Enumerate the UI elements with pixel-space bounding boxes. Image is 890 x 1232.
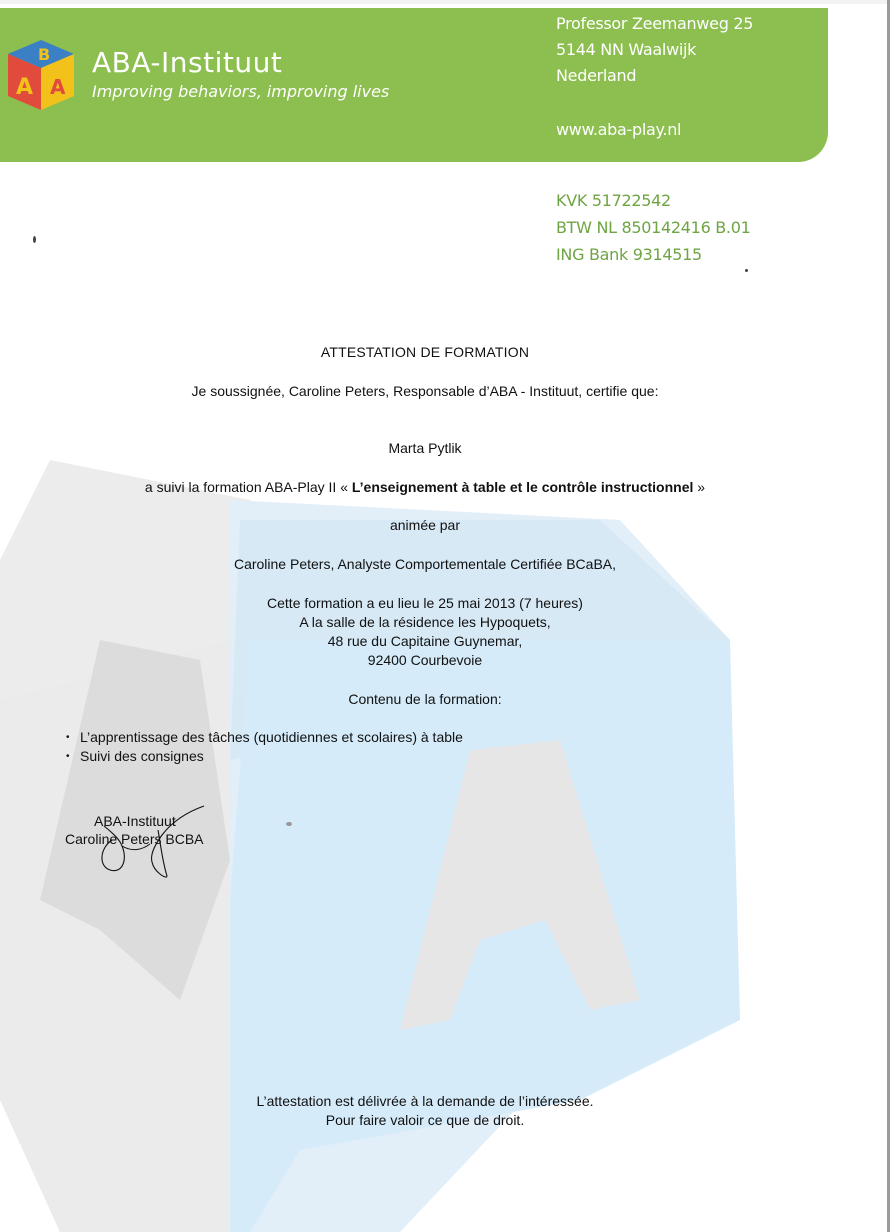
abc-cube-logo-icon [6, 38, 76, 112]
signature-org: ABA-Instituut [94, 813, 176, 829]
brand-name: ABA-Instituut [92, 46, 283, 79]
address-line: Nederland [556, 66, 637, 85]
website-link[interactable]: www.aba-play.nl [556, 120, 682, 139]
participant-name: Marta Pytlik [388, 440, 462, 456]
detail-line: Cette formation a eu lieu le 25 mai 2013 (7 heures) [267, 595, 583, 611]
bullet-icon: • [66, 751, 70, 762]
contents-heading: Contenu de la formation: [348, 691, 502, 707]
intro-statement: Je soussignée, Caroline Peters, Responsable d’ABA - Instituut, certifie que: [191, 383, 659, 399]
list-item-text: L’apprentissage des tâches (quotidiennes et scolaires) à table [80, 729, 463, 745]
list-item [66, 748, 463, 767]
registration-line: BTW NL 850142416 B.01 [556, 218, 751, 237]
course-prefix: a suivi la formation ABA-Play II « [144, 479, 352, 495]
document-title: ATTESTATION DE FORMATION [320, 344, 530, 360]
address-line: 5144 NN Waalwijk [556, 40, 697, 59]
scan-speck [286, 822, 292, 826]
led-by-label: animée par [389, 517, 461, 533]
course-suffix: » [693, 479, 706, 495]
course-line [0, 479, 850, 495]
handwritten-signature [92, 800, 212, 885]
signature-name: Caroline Peters BCBA [65, 831, 204, 847]
list-item [66, 729, 463, 748]
registration-line: KVK 51722542 [556, 191, 671, 210]
letterhead-banner [0, 8, 828, 162]
detail-line: A la salle de la résidence les Hypoquets, [299, 614, 551, 630]
detail-line: 48 rue du Capitaine Guynemar, [327, 633, 523, 649]
bullet-icon: • [66, 732, 70, 743]
closing-line: Pour faire valoir ce que de droit. [325, 1112, 525, 1128]
scan-speck [745, 269, 748, 272]
logo-letter-a-right: A [50, 75, 66, 99]
list-item-text: Suivi des consignes [80, 748, 204, 764]
detail-line: 92400 Courbevoie [367, 652, 483, 668]
logo-letter-a-left: A [16, 75, 34, 100]
course-title: L’enseignement à table et le contrôle instructionnel [351, 479, 694, 495]
contents-list [66, 729, 463, 767]
scan-speck [33, 236, 36, 243]
brand-tagline: Improving behaviors, improving lives [92, 82, 390, 101]
registration-line: ING Bank 9314515 [556, 245, 702, 264]
address-line: Professor Zeemanweg 25 [556, 14, 754, 33]
closing-line: L’attestation est délivrée à la demande de l’intéressée. [256, 1093, 594, 1109]
logo-letter-b: B [38, 45, 51, 64]
trainer-line: Caroline Peters, Analyste Comportementale Certifiée BCaBA, [233, 556, 617, 572]
